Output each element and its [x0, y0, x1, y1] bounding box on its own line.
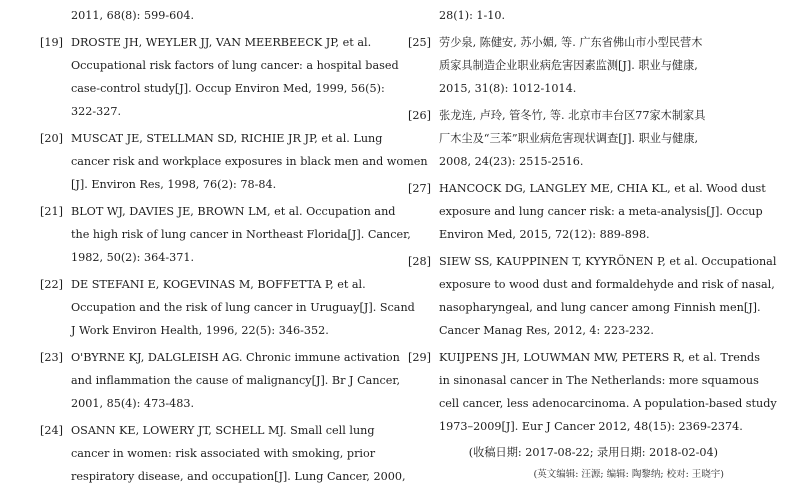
reference-text: 2011, 68(8): 599-604.: [71, 9, 195, 22]
reference-entry: [40, 200, 411, 269]
reference-entry: [40, 31, 399, 123]
reference-text: 劳少泉, 陈健安, 苏小媚, 等. 广东省佛山市小型民营木: [439, 36, 703, 49]
reference-number: [20]: [40, 132, 63, 145]
reference-text: HANCOCK DG, LANGLEY ME, CHIA KL, et al. Wood dust: [439, 182, 766, 195]
received-accepted-dates: (收稿日期: 2017-08-22; 录用日期: 2018-02-04): [468, 446, 718, 459]
reference-text-line: 2001, 85(4): 473-483.: [71, 397, 195, 410]
reference-text: MUSCAT JE, STELLMAN SD, RICHIE JR JP, et al. Lung: [71, 132, 383, 145]
reference-text-line: cancer in women: risk associated with smoking, prior: [71, 447, 376, 460]
reference-number: [24]: [40, 424, 63, 437]
reference-entry: [408, 177, 766, 246]
reference-text-line: exposure to wood dust and formaldehyde and risk of nasal,: [439, 278, 775, 291]
reference-number: [26]: [408, 109, 431, 122]
reference-number: [27]: [408, 182, 431, 195]
reference-text-line: exposure and lung cancer risk: a meta-analysis[J]. Occup: [439, 205, 763, 218]
reference-entry: [408, 31, 724, 100]
reference-number: [21]: [40, 205, 63, 218]
reference-number: [25]: [408, 36, 431, 49]
reference-text: DROSTE JH, WEYLER JJ, VAN MEERBEECK JP, et al.: [71, 36, 372, 49]
reference-text-line: Cancer Manag Res, 2012, 4: 223-232.: [439, 324, 654, 337]
reference-text-line: Environ Med, 2015, 72(12): 889-898.: [439, 228, 650, 241]
reference-entry: [408, 250, 777, 342]
reference-entry: [40, 4, 388, 27]
reference-text-line: respiratory disease, and occupation[J]. Lung Cancer, 2000,: [71, 470, 406, 483]
reference-text: 张龙连, 卢玲, 管冬竹, 等. 北京市丰台区77家木制家具: [439, 109, 706, 122]
reference-text: O'BYRNE KJ, DALGLEISH AG. Chronic immune activation: [71, 351, 400, 364]
reference-entry: [40, 273, 415, 342]
reference-text-line: 1982, 50(2): 364-371.: [71, 251, 195, 264]
reference-text-line: [J]. Environ Res, 1998, 76(2): 78-84.: [71, 178, 277, 191]
reference-entry: [40, 346, 401, 415]
reference-number: [23]: [40, 351, 63, 364]
reference-entry: [408, 4, 724, 27]
reference-entry: [408, 104, 724, 173]
reference-text-line: Occupational risk factors of lung cancer: a hospital based: [71, 59, 399, 72]
reference-entry: [408, 346, 777, 438]
reference-text-line: in sinonasal cancer in The Netherlands: more squamous: [439, 374, 759, 387]
reference-number: [29]: [408, 351, 431, 364]
reference-text-line: and inflammation the cause of malignancy[J]. Br J Cancer,: [71, 374, 401, 387]
reference-text: DE STEFANI E, KOGEVINAS M, BOFFETTA P, et al.: [71, 278, 366, 291]
reference-text-line: Occupation and the risk of lung cancer in Uruguay[J]. Scand: [71, 301, 415, 314]
reference-text: 28(1): 1-10.: [439, 9, 506, 22]
reference-entry: [40, 127, 428, 196]
reference-number: [22]: [40, 278, 63, 291]
reference-text-line: 厂木尘及“三苯”职业病危害现状调查[J]. 职业与健康,: [439, 132, 699, 145]
reference-text-line: 2015, 31(8): 1012-1014.: [439, 82, 577, 95]
reference-text-line: J Work Environ Health, 1996, 22(5): 346-352.: [71, 324, 329, 337]
reference-text: KUIJPENS JH, LOUWMAN MW, PETERS R, et al. Trends: [439, 351, 760, 364]
reference-text: BLOT WJ, DAVIES JE, BROWN LM, et al. Occupation and: [71, 205, 396, 218]
reference-entry: [40, 419, 406, 488]
reference-number: [19]: [40, 36, 63, 49]
reference-text-line: cell cancer, less adenocarcinoma. A population-based study: [439, 397, 777, 410]
reference-text-line: 2008, 24(23): 2515-2516.: [439, 155, 584, 168]
right-reference-column: [408, 4, 777, 486]
reference-text-line: 322-327.: [71, 105, 122, 118]
reference-text-line: 1973–2009[J]. Eur J Cancer 2012, 48(15): 2369-2374.: [439, 420, 743, 433]
reference-number: [28]: [408, 255, 431, 268]
reference-text-line: the high risk of lung cancer in Northeast Florida[J]. Cancer,: [71, 228, 411, 241]
right-reference-list: [408, 4, 777, 438]
reference-text-line: case-control study[J]. Occup Environ Med, 1999, 56(5):: [71, 82, 385, 95]
reference-text-line: nasopharyngeal, and lung cancer among Finnish men[J].: [439, 301, 761, 314]
reference-text: OSANN KE, LOWERY JT, SCHELL MJ. Small cell lung: [71, 424, 375, 437]
reference-text-line: cancer risk and workplace exposures in black men and women: [71, 155, 428, 168]
reference-text-line: 质家具制造企业职业病危害因素监测[J]. 职业与健康,: [439, 59, 698, 72]
editor-credits: (英文编辑: 汪源; 编辑: 陶黎纳; 校对: 王晓宇): [533, 469, 724, 480]
reference-text: SIEW SS, KAUPPINEN T, KYYRÖNEN P, et al. Occupational: [439, 255, 777, 268]
